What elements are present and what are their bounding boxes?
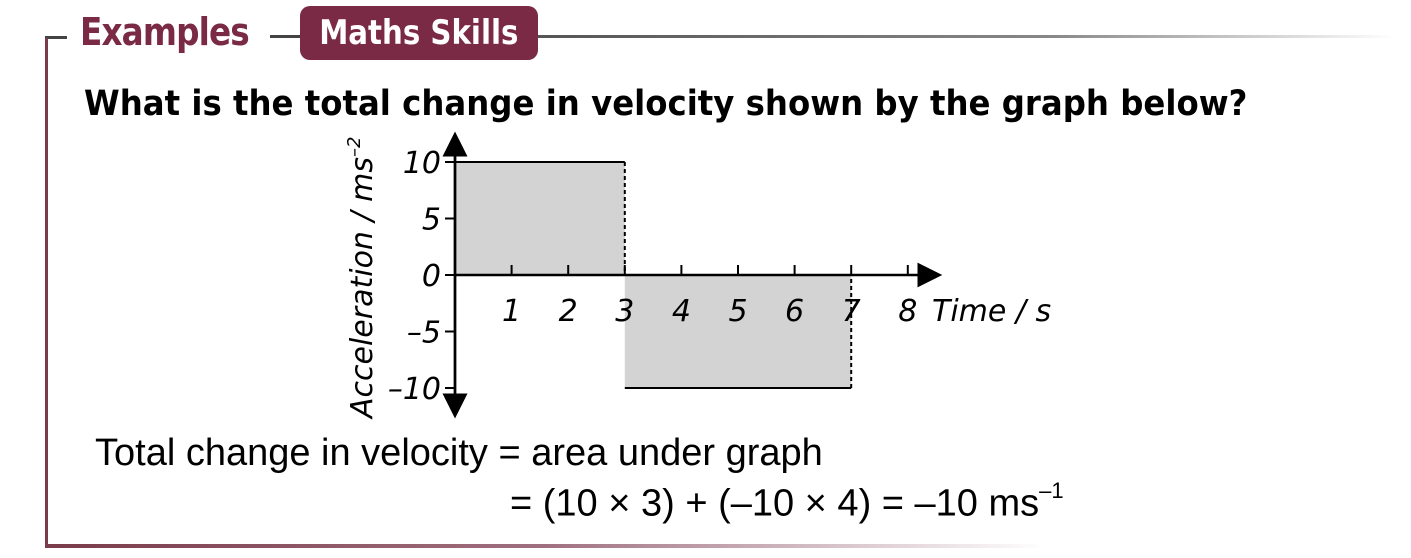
working-line-2-text: = (10 × 3) + (–10 × 4) = –10 ms (510, 482, 1040, 525)
y-tick-label-3: –5 (406, 315, 441, 351)
y-axis-label-text: Acceleration / ms (345, 157, 380, 418)
x-tick-label-7: 8 (898, 294, 918, 329)
section-label: Examples (80, 10, 249, 54)
x-tick-label-0: 1 (502, 294, 522, 329)
y-tick-label-1: 5 (421, 202, 441, 238)
question-text: What is the total change in velocity shown by the graph below? (84, 84, 1248, 124)
y-tick-label-4: –10 (387, 372, 441, 407)
y-axis-label-superscript: –2 (344, 136, 365, 158)
x-tick-label-4: 5 (728, 294, 748, 329)
maths-skills-badge-label: Maths Skills (319, 13, 519, 53)
working-line-2-superscript: –1 (1039, 478, 1064, 503)
working-line-2 (510, 478, 1064, 526)
area-segment-0 (455, 162, 625, 275)
x-tick-label-3: 4 (671, 294, 691, 329)
y-axis-label (344, 137, 380, 420)
x-tick-label-2: 3 (615, 294, 635, 329)
area-segment-1 (625, 275, 851, 388)
x-axis-label: Time / s (932, 294, 1052, 329)
y-tick-label-0: 10 (402, 146, 441, 181)
working-line-1: Total change in velocity = area under graph (95, 432, 823, 474)
x-tick-label-6: 7 (841, 294, 861, 329)
x-tick-label-5: 6 (785, 294, 805, 329)
y-tick-label-2: 0 (421, 259, 441, 294)
x-tick-label-1: 2 (558, 294, 578, 329)
